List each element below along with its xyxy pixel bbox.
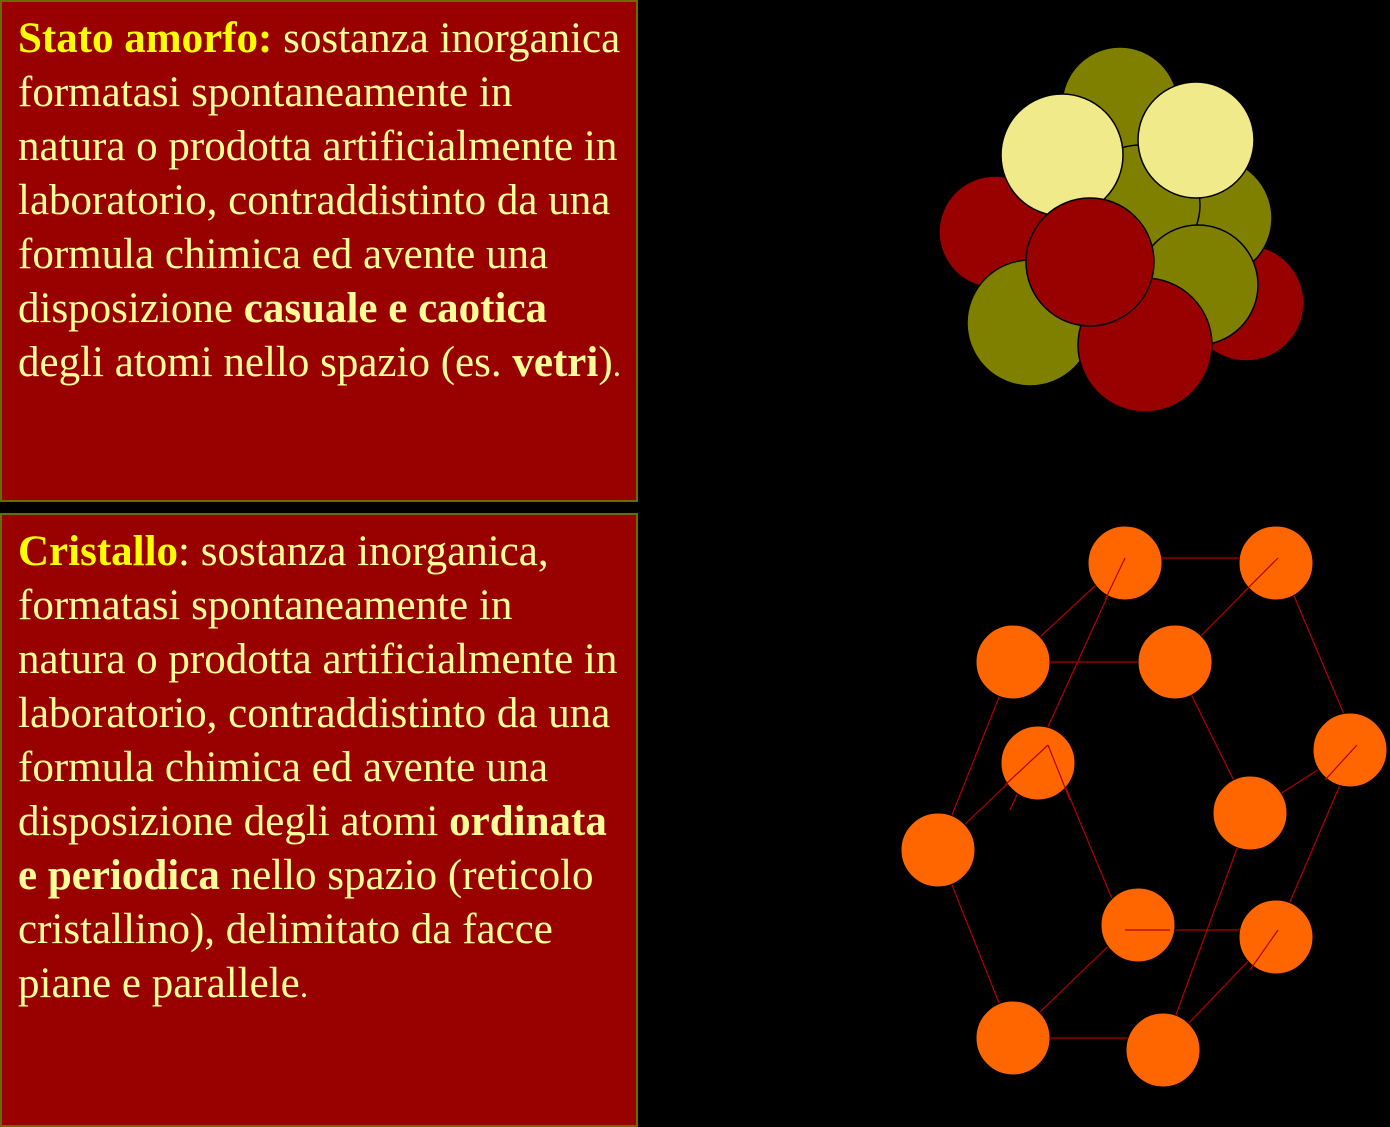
lattice-atom: [976, 625, 1050, 699]
crystal-period: .: [299, 968, 309, 1005]
atom: [1001, 94, 1123, 216]
lattice-atom: [1313, 713, 1387, 787]
crystal-emphasis: ordinata e periodica: [18, 798, 607, 899]
atom: [1138, 82, 1254, 198]
crystal-text-2: nello spazio (reticolo cristallino), delimitato da facce piane e parallele: [18, 852, 594, 1007]
lattice-atom: [1101, 888, 1175, 962]
amorphous-text-1: sostanza inorganica formatasi spontaneamente in natura o prodotta artificialmente in laboratorio, contraddistinto da una formula chimica ed avente una disposizione: [18, 15, 621, 332]
lattice-atom: [1239, 526, 1313, 600]
crystal-term: Cristallo: [18, 528, 179, 575]
amorphous-emphasis: casuale e caotica: [243, 285, 548, 332]
amorphous-period: .: [612, 347, 622, 384]
lattice-atom: [1126, 1013, 1200, 1087]
crystal-lattice: [895, 520, 1390, 1100]
amorphous-text-2: degli atomi nello spazio (es.: [18, 339, 513, 386]
lattice-atom: [1088, 526, 1162, 600]
crystal-text-1: : sostanza inorganica, formatasi spontaneamente in natura o prodotta artificialmente in laboratorio, contraddistinto da una formula chimica ed avente una disposizione degli atomi: [18, 528, 618, 845]
amorphous-text-3: ): [598, 339, 613, 386]
lattice-atom: [976, 1001, 1050, 1075]
amorphous-term: Stato amorfo:: [18, 15, 273, 62]
lattice-atom: [1138, 625, 1212, 699]
lattice-atom: [901, 813, 975, 887]
crystal-definition-box: [0, 513, 638, 1127]
amorphous-example: vetri: [512, 339, 599, 386]
atom: [1026, 198, 1154, 326]
amorphous-atom-cluster: [930, 45, 1310, 420]
lattice-atom: [1239, 900, 1313, 974]
amorphous-definition-box: [0, 0, 638, 502]
lattice-atom: [1001, 726, 1075, 800]
lattice-atom: [1213, 776, 1287, 850]
